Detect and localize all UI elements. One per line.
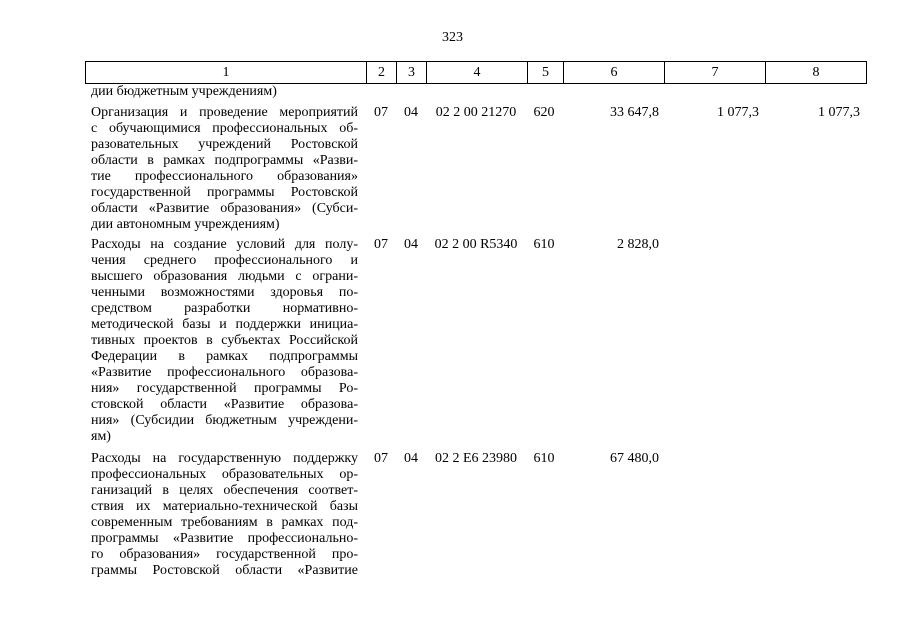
header-col-8: 8 [766,62,867,84]
description-line: методической базы и поддержки инициа- [91,317,358,332]
target-article-code: 02 2 00 21270 [435,105,517,120]
description-line: ния» (Субсидии бюджетным учреждени- [91,413,358,428]
header-col-2: 2 [367,62,397,84]
description-line: го образования» государственной про- [91,547,358,562]
header-col-7: 7 [665,62,766,84]
header-col-4: 4 [427,62,528,84]
description-line: государственной программы Ростовской [91,185,358,200]
amount-col-6: 67 480,0 [610,451,659,466]
description-line: Расходы на создание условий для полу- [91,237,358,252]
header-col-1: 1 [86,62,367,84]
description-line: разовательных учреждений Ростовской [91,137,358,152]
section-code: 07 [374,105,388,120]
description-line: с обучающимися профессиональных об- [91,121,358,136]
row-description [91,105,358,233]
amount-col-6: 2 828,0 [617,237,659,252]
description-line: тие профессионального образования» [91,169,358,184]
table-header [85,61,867,84]
section-code: 07 [374,451,388,466]
subsection-code: 04 [404,237,418,252]
description-line: ченными возможностями здоровья по- [91,285,358,300]
description-line: средством разработки нормативно- [91,301,358,316]
description-line: программы «Развитие профессионально- [91,531,358,546]
target-article-code: 02 2 00 R5340 [434,237,518,252]
description-line: ганизаций в целях обеспечения соответ- [91,483,358,498]
description-line: ствия их материально-технической базы [91,499,358,514]
amount-col-7: 1 077,3 [717,105,759,120]
description-line: стовской области «Развитие образова- [91,397,358,412]
section-code: 07 [374,237,388,252]
description-line: Федерации в рамках подпрограммы [91,349,358,364]
expense-type-code: 620 [533,105,555,120]
description-line: Расходы на государственную поддержку [91,451,358,466]
row-description [91,237,358,445]
description-line: «Развитие профессионального образова- [91,365,358,380]
expense-type-code: 610 [533,237,555,252]
description-line: высшего образования людьми с ограни- [91,269,358,284]
description-line: области «Развитие образования» (Субси- [91,201,358,216]
amount-col-8: 1 077,3 [818,105,860,120]
header-col-3: 3 [397,62,427,84]
carryover-text: дии бюджетным учреждениям) [91,84,277,99]
description-line: Организация и проведение мероприятий [91,105,358,120]
description-line: дии автономным учреждениям) [91,217,280,232]
amount-col-6: 33 647,8 [610,105,659,120]
description-line: профессиональных образовательных ор- [91,467,358,482]
description-line: ния» государственной программы Ро- [91,381,358,396]
description-line: современным требованиям в рамках под- [91,515,358,530]
description-line: области в рамках подпрограммы «Разви- [91,153,358,168]
description-line: чения среднего профессионального и [91,253,358,268]
description-line: ям) [91,429,111,444]
header-col-5: 5 [528,62,564,84]
row-description [91,451,358,579]
header-col-6: 6 [564,62,665,84]
subsection-code: 04 [404,105,418,120]
expense-type-code: 610 [533,451,555,466]
description-line: граммы Ростовской области «Развитие [91,563,358,578]
description-line: тивных проектов в субъектах Российской [91,333,358,348]
subsection-code: 04 [404,451,418,466]
target-article-code: 02 2 E6 23980 [434,451,518,466]
page-number: 323 [442,30,463,45]
